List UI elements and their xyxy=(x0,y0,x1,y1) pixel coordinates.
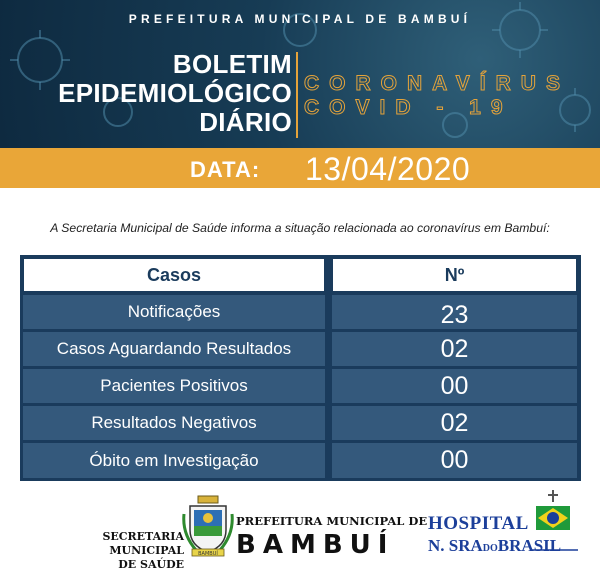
row-label-aguardando: Casos Aguardando Resultados xyxy=(23,332,325,366)
secretaria-saude-logo-text xyxy=(34,530,184,572)
row-value-notificacoes: 23 xyxy=(332,295,577,329)
date-label: DATA: xyxy=(190,157,261,182)
secretaria-line-1: SECRETARIA MUNICIPAL xyxy=(102,530,184,557)
hospital-subtitle xyxy=(428,536,561,556)
header-numero: Nº xyxy=(332,258,577,292)
brasil-part: BRASIL xyxy=(497,536,562,555)
row-label-obito: Óbito em Investigação xyxy=(23,443,325,478)
row-label-positivos: Pacientes Positivos xyxy=(23,369,325,403)
prefeitura-header-text: PREFEITURA MUNICIPAL DE BAMBUÍ xyxy=(128,12,472,26)
do-part: DO xyxy=(482,543,498,554)
secretaria-line-2: DE SAÚDE xyxy=(118,558,184,571)
crest-banner-text: BAMBUÍ xyxy=(198,551,218,557)
row-value-aguardando: 02 xyxy=(332,332,577,366)
hospital-logo xyxy=(420,488,582,560)
nsra-part: N. SRA xyxy=(428,536,483,555)
date-value: 13/04/2020 xyxy=(305,151,471,187)
header-banner xyxy=(0,0,600,148)
bambui-crest-icon xyxy=(182,494,234,558)
bambui-logo-text: BAMBUÍ xyxy=(236,530,395,560)
title-divider xyxy=(296,52,298,138)
hospital-name: HOSPITAL xyxy=(428,513,529,534)
row-value-obito: 00 xyxy=(332,443,577,478)
subtitle-line-2: COVID - 19 xyxy=(304,96,513,119)
coronavirus-subtitle xyxy=(304,72,570,120)
subtitle-line-1: CORONAVÍRUS xyxy=(304,72,570,95)
header-casos: Casos xyxy=(23,258,325,292)
date-band xyxy=(0,148,600,188)
boletim-title xyxy=(58,50,292,137)
title-line-2: EPIDEMIOLÓGICO xyxy=(58,78,292,108)
title-line-3: DIÁRIO xyxy=(199,107,292,137)
row-value-positivos: 00 xyxy=(332,369,577,403)
row-value-negativos: 02 xyxy=(332,406,577,440)
prefeitura-logo-text: PREFEITURA MUNICIPAL DE xyxy=(236,514,428,528)
row-label-negativos: Resultados Negativos xyxy=(23,406,325,440)
row-label-notificacoes: Notificações xyxy=(23,295,325,329)
intro-text: A Secretaria Municipal de Saúde informa a situação relacionada ao coronavírus em Bambuí: xyxy=(50,221,550,235)
cases-table xyxy=(20,255,581,481)
title-line-1: BOLETIM xyxy=(172,49,292,79)
